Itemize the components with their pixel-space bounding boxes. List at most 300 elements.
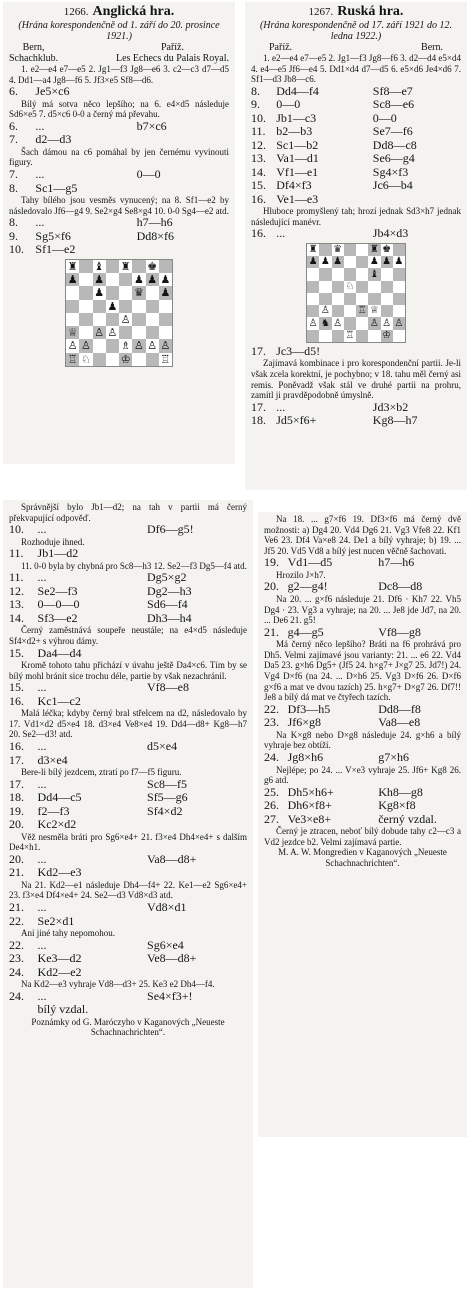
board-square bbox=[93, 326, 106, 339]
board-square bbox=[79, 339, 92, 352]
board-square bbox=[381, 330, 393, 342]
board-square bbox=[119, 260, 132, 273]
move-row bbox=[9, 818, 247, 832]
game-result bbox=[9, 1003, 247, 1017]
board-square bbox=[79, 353, 92, 366]
white-pawn-icon: ♙ bbox=[394, 317, 404, 329]
white-move: Jb1—d2 bbox=[37, 546, 79, 561]
white-move: Sg5×f6 bbox=[35, 228, 71, 243]
board-square bbox=[119, 300, 132, 313]
black-move bbox=[373, 193, 461, 207]
black-king-icon: ♚ bbox=[382, 244, 392, 256]
annotation: Má černý něco lepšího? Bráti na f6 prohrává pro Dh5. Velmi zajímavé jsou varianty: 21. ... e6 22. Vd4 Da5 23. g×h6 Dg5+ (Jf5 24. h×g7+ J×g7 25. Jd7!) 24. Vg4 D×f6 (na 24. ... D×h6 25. Vg3 D×f6 26. D×f6 g×f6 a mat ve dvou tazích) 25. h×g7+ D×g7 26. Df7!! Je8 a bílý dá mat ve čtyřech tazích. bbox=[264, 639, 461, 703]
black-move: 0—0 bbox=[372, 110, 397, 125]
black-king-icon: ♚ bbox=[147, 259, 158, 273]
move-list bbox=[264, 786, 461, 827]
black-pawn-icon: ♟ bbox=[160, 286, 171, 300]
move-list bbox=[9, 547, 247, 561]
white-move: Va1—d1 bbox=[276, 151, 319, 166]
move-row bbox=[264, 813, 461, 827]
move-number: 9. bbox=[9, 228, 18, 243]
annotation: Správnější bylo Jb1—d2; na tah v partii má černý překvapující odpověď. bbox=[9, 502, 247, 523]
board-square bbox=[356, 293, 368, 305]
white-move: Jf6×g8 bbox=[287, 715, 322, 730]
game-subtitle: (Hrána korespondenčně od 1. září do 20. prosince 1921.) bbox=[18, 20, 220, 42]
black-rook-icon: ♜ bbox=[67, 259, 78, 273]
move-row bbox=[9, 523, 247, 537]
board-square bbox=[66, 339, 79, 352]
move-row bbox=[251, 98, 461, 112]
board-square bbox=[381, 244, 393, 256]
move-row bbox=[9, 243, 229, 257]
move-number: 13. bbox=[251, 151, 266, 166]
board-square bbox=[332, 330, 344, 342]
move-number: 6. bbox=[9, 118, 18, 133]
board-square bbox=[66, 273, 79, 286]
board-square bbox=[159, 260, 172, 273]
board-square bbox=[119, 353, 132, 366]
annotation: Tahy bílého jsou vesměs vynucený; na 8. Sf1—e2 by následovalo Jf6—g4 9. Se2×g4 Se8×g4 10. 0-0 Sg4—e2 atd. bbox=[9, 195, 229, 216]
white-move: Vf1—e1 bbox=[276, 164, 319, 179]
black-pawn-icon: ♟ bbox=[369, 256, 379, 268]
move-list bbox=[9, 523, 247, 537]
white-queen-icon: ♕ bbox=[369, 305, 379, 317]
white-queen-icon: ♕ bbox=[67, 326, 78, 340]
black-pawn-icon: ♟ bbox=[94, 286, 105, 300]
board-square bbox=[159, 273, 172, 286]
black-move: Sg6×e4 bbox=[147, 937, 184, 952]
white-move: ... bbox=[37, 680, 47, 695]
move-number: 17. bbox=[251, 343, 266, 358]
move-row bbox=[9, 990, 247, 1004]
game-number: 1267. bbox=[308, 6, 334, 18]
move-row bbox=[251, 193, 461, 207]
board-square bbox=[381, 268, 393, 280]
move-row bbox=[251, 166, 461, 180]
board-square bbox=[159, 313, 172, 326]
board-square bbox=[106, 313, 119, 326]
white-move: Sc1—b2 bbox=[276, 137, 319, 152]
board-square bbox=[368, 256, 380, 268]
move-row bbox=[251, 85, 461, 99]
board-square bbox=[381, 305, 393, 317]
board-square bbox=[344, 305, 356, 317]
black-pawn-icon: ♟ bbox=[382, 256, 392, 268]
board-square bbox=[93, 286, 106, 299]
move-number: 16. bbox=[9, 739, 24, 754]
board-square bbox=[106, 326, 119, 339]
white-move: Kc1—c2 bbox=[37, 693, 81, 708]
white-move: Dd4—f4 bbox=[276, 83, 319, 98]
board-square bbox=[368, 244, 380, 256]
white-move: Sf3—e2 bbox=[37, 610, 78, 625]
board-square bbox=[368, 293, 380, 305]
board-square bbox=[93, 273, 106, 286]
move-number: 13. bbox=[9, 597, 24, 612]
white-rook-icon: ♖ bbox=[357, 305, 367, 317]
move-number: 21. bbox=[9, 865, 24, 880]
board-square bbox=[79, 313, 92, 326]
annotation: Šach dámou na c6 pomáhal by jen černému vyvinouti figury. bbox=[9, 146, 229, 168]
white-knight-icon: ♘ bbox=[345, 280, 355, 292]
move-number: 16. bbox=[251, 191, 266, 206]
white-move: Se2×d1 bbox=[37, 913, 75, 928]
board-square bbox=[146, 339, 159, 352]
annotation: Nejlépe; po 24. ... V×e3 vyhraje 25. Jf6+ Kg8 26. g6 atd. bbox=[264, 764, 461, 786]
annotation: Na K×g8 nebo D×g8 následuje 24. g×h6 a bílý vyhraje bez obtíží. bbox=[264, 729, 461, 751]
black-move bbox=[147, 818, 247, 832]
board-square bbox=[146, 326, 159, 339]
white-pawn-icon: ♙ bbox=[147, 339, 158, 353]
black-move: Jd3×b2 bbox=[372, 399, 409, 414]
board-square bbox=[332, 256, 344, 268]
move-number: 11. bbox=[9, 546, 24, 561]
board-square bbox=[344, 330, 356, 342]
white-pawn-icon: ♙ bbox=[369, 317, 379, 329]
white-move: f2—f3 bbox=[37, 803, 70, 818]
white-move: ... bbox=[37, 900, 47, 914]
move-list bbox=[9, 216, 229, 257]
white-knight-icon: ♘ bbox=[80, 352, 91, 366]
move-row bbox=[9, 85, 229, 99]
players-row bbox=[9, 42, 229, 64]
annotation: Na 20. ... g×f6 následuje 21. Df6 · Kh7 22. Vh5 Dg4 · 23. Vg3 a vyhraje; na 20. ... Je8 jde Jd7, na 20. ... De6 21. g5! bbox=[264, 593, 461, 626]
move-number: 18. bbox=[9, 790, 24, 805]
black-move: Dg2—h3 bbox=[147, 583, 192, 598]
move-number: 7. bbox=[9, 167, 18, 182]
board-square bbox=[307, 244, 319, 256]
move-number: 7. bbox=[9, 132, 18, 147]
black-move: 0—0 bbox=[136, 167, 161, 182]
black-pawn-icon: ♟ bbox=[147, 273, 158, 287]
black-move: Dg5×g2 bbox=[147, 570, 187, 585]
black-rook-icon: ♜ bbox=[369, 244, 379, 256]
board-square bbox=[106, 286, 119, 299]
board-square bbox=[319, 244, 331, 256]
white-move: Kd2—e2 bbox=[37, 964, 82, 979]
white-move: Dd4—c5 bbox=[37, 790, 82, 805]
board-square bbox=[66, 286, 79, 299]
black-move bbox=[137, 243, 229, 257]
black-move: Vf8—e8 bbox=[147, 680, 190, 695]
black-pawn-icon: ♟ bbox=[107, 299, 118, 313]
move-number: 16. bbox=[9, 693, 24, 708]
black-pawn-icon: ♟ bbox=[160, 273, 171, 287]
board-square bbox=[344, 281, 356, 293]
white-move: Vd1—d5 bbox=[287, 555, 333, 570]
move-row bbox=[9, 754, 247, 768]
result-text: bílý vzdal. bbox=[37, 1002, 89, 1017]
board-square bbox=[132, 326, 145, 339]
move-list bbox=[264, 703, 461, 730]
white-pawn-icon: ♙ bbox=[120, 312, 131, 326]
move-row bbox=[9, 695, 247, 709]
black-pawn-icon: ♟ bbox=[94, 273, 105, 287]
black-move: Dd8—f8 bbox=[378, 701, 421, 716]
black-move: Sf4×d2 bbox=[147, 803, 183, 818]
board-square bbox=[319, 256, 331, 268]
board-square bbox=[132, 286, 145, 299]
move-number: 10. bbox=[9, 242, 24, 257]
black-bishop-icon: ♝ bbox=[369, 268, 379, 280]
board-square bbox=[381, 317, 393, 329]
annotation: Bere-li bílý jezdcem, ztratí po f7—f5 figuru. bbox=[21, 767, 182, 778]
white-move: Sf1—e2 bbox=[35, 242, 76, 257]
move-list bbox=[9, 939, 247, 980]
white-move: ... bbox=[276, 226, 286, 241]
board-square bbox=[159, 339, 172, 352]
board-square bbox=[106, 273, 119, 286]
board-square bbox=[66, 260, 79, 273]
move-list bbox=[9, 990, 247, 1004]
white-move: ... bbox=[37, 988, 47, 1003]
board-square bbox=[307, 256, 319, 268]
move-number: 8. bbox=[9, 180, 18, 195]
black-move: Sg4×f3 bbox=[372, 164, 409, 179]
move-number: 8. bbox=[9, 215, 18, 230]
black-move: Ve8—d8+ bbox=[147, 951, 197, 966]
white-move: Kd2—e3 bbox=[37, 865, 82, 880]
move-row bbox=[9, 598, 247, 612]
white-move: g4—g5 bbox=[287, 624, 324, 639]
board-square bbox=[106, 260, 119, 273]
board-square bbox=[132, 313, 145, 326]
board-square bbox=[393, 256, 405, 268]
black-move: Dd8×f6 bbox=[136, 228, 175, 243]
board-square bbox=[393, 330, 405, 342]
move-row bbox=[264, 786, 461, 800]
black-move bbox=[147, 547, 247, 561]
black-move: Sf5—g6 bbox=[147, 790, 188, 805]
board-square bbox=[393, 305, 405, 317]
move-number: 10. bbox=[9, 522, 24, 537]
move-list bbox=[251, 85, 461, 207]
board-square bbox=[307, 293, 319, 305]
move-row bbox=[9, 681, 247, 695]
move-number: 23. bbox=[264, 715, 279, 730]
board-square bbox=[332, 281, 344, 293]
move-number: 14. bbox=[251, 164, 266, 179]
move-row bbox=[9, 571, 247, 585]
move-number: 17. bbox=[9, 776, 24, 791]
move-row bbox=[264, 580, 461, 594]
black-pawn-icon: ♟ bbox=[333, 256, 343, 268]
board-square bbox=[132, 260, 145, 273]
annotation: Na 18. ... g7×f6 19. Df3×f6 má černý dvě možnosti: a) Dg4 20. Vd4 Dg6 21. Vg3 Vfe8 22. Kf1 Ve6 23. Df4 Va×e8 24. De1 a bílý vyhraje; b) 19. ... Jf5 20. Vd5 Vd8 a bílý jest nucen věčně šachovati. bbox=[264, 514, 461, 556]
move-number: 25. bbox=[264, 784, 279, 799]
move-number: 24. bbox=[9, 988, 24, 1003]
board-square bbox=[393, 244, 405, 256]
board-square bbox=[66, 300, 79, 313]
black-move: Sc8—e6 bbox=[372, 97, 415, 112]
white-bishop-icon: ♗ bbox=[120, 339, 131, 353]
black-pawn-icon: ♟ bbox=[133, 273, 144, 287]
move-row bbox=[9, 182, 229, 196]
move-list bbox=[251, 401, 461, 428]
black-move bbox=[147, 695, 247, 709]
board-square bbox=[332, 293, 344, 305]
black-move: Se7—f6 bbox=[372, 124, 413, 139]
board-square bbox=[132, 339, 145, 352]
white-move: ... bbox=[35, 118, 45, 133]
game-1267-continuation bbox=[258, 512, 467, 1137]
move-number: 26. bbox=[264, 798, 279, 813]
black-move: Sd6—f4 bbox=[147, 597, 188, 612]
opening-moves: 1. e2—e4 e7—e5 2. Jg1—f3 Jg8—f6 3. d2—d4 e5×d4 4. e4—e5 Jf6—e4 5. Dd1×d4 d7—d5 6. e5×d6 Je4×d6 7. Sf1—d3 Jb8—c6. bbox=[251, 53, 461, 85]
board-square bbox=[381, 281, 393, 293]
black-rook-icon: ♜ bbox=[308, 244, 318, 256]
board-square bbox=[79, 260, 92, 273]
white-move: 0—0—0 bbox=[37, 597, 80, 612]
white-move: Ve1—e3 bbox=[276, 191, 319, 206]
move-number: 11. bbox=[9, 570, 24, 585]
board-square bbox=[106, 300, 119, 313]
board-square bbox=[319, 293, 331, 305]
white-rook-icon: ♖ bbox=[67, 352, 78, 366]
white-move: g2—g4! bbox=[287, 579, 328, 594]
board-square bbox=[332, 268, 344, 280]
black-move: d5×e4 bbox=[147, 739, 178, 754]
move-row bbox=[264, 716, 461, 730]
white-move: ... bbox=[276, 399, 286, 414]
board-square bbox=[132, 353, 145, 366]
board-square bbox=[332, 305, 344, 317]
black-pawn-icon: ♟ bbox=[67, 273, 78, 287]
black-pawn-icon: ♟ bbox=[394, 256, 404, 268]
white-move: d2—d3 bbox=[35, 132, 72, 147]
move-row bbox=[9, 585, 247, 599]
move-list bbox=[9, 647, 247, 661]
move-row bbox=[264, 751, 461, 765]
black-club: Bern. bbox=[421, 42, 443, 53]
annotation: Zajímavá kombinace i pro korespondenční partii. Je-li však zcela korektní, je pochybno; v 18. tahu měl černý asi remis. Poněvadž však stál ve druhé partii na prohru, zamítl ji pravděpodobně úmyslně. bbox=[251, 358, 461, 401]
board-square bbox=[307, 330, 319, 342]
black-move bbox=[147, 754, 247, 768]
move-list bbox=[9, 168, 229, 195]
black-move: černý vzdal. bbox=[378, 811, 437, 826]
board-square bbox=[368, 268, 380, 280]
game-1266-continuation bbox=[3, 500, 253, 1288]
chess-diagram bbox=[306, 243, 406, 343]
white-pawn-icon: ♙ bbox=[94, 326, 105, 340]
black-move: Df6—g5! bbox=[147, 522, 194, 537]
black-move: Se6—g4 bbox=[372, 151, 415, 166]
move-number: 12. bbox=[251, 137, 266, 152]
board-square bbox=[393, 293, 405, 305]
move-row bbox=[9, 966, 247, 980]
board-square bbox=[393, 317, 405, 329]
black-move bbox=[147, 647, 247, 661]
black-move: Jb4×d3 bbox=[372, 226, 409, 241]
move-row bbox=[9, 120, 229, 134]
game-title bbox=[9, 4, 229, 20]
move-row bbox=[9, 853, 247, 867]
black-move bbox=[137, 182, 229, 196]
board-square bbox=[307, 305, 319, 317]
white-pawn-icon: ♙ bbox=[160, 339, 171, 353]
board-square bbox=[106, 353, 119, 366]
board-square bbox=[356, 268, 368, 280]
move-number: 20. bbox=[9, 817, 24, 832]
black-move: Kh8—g8 bbox=[378, 784, 423, 799]
move-row bbox=[251, 227, 461, 241]
move-number: 21. bbox=[264, 624, 279, 639]
board-square bbox=[146, 313, 159, 326]
board-square bbox=[319, 330, 331, 342]
white-king-icon: ♔ bbox=[120, 352, 131, 366]
move-number: 9. bbox=[251, 97, 260, 112]
black-move: Vd8×d1 bbox=[147, 900, 187, 914]
move-row bbox=[251, 152, 461, 166]
board-square bbox=[356, 281, 368, 293]
white-move: ... bbox=[37, 851, 47, 866]
board-square bbox=[119, 313, 132, 326]
move-number: 15. bbox=[9, 680, 24, 695]
move-number: 17. bbox=[9, 752, 24, 767]
move-row bbox=[9, 791, 247, 805]
white-club: Paříž. bbox=[269, 42, 293, 53]
black-move: g7×h6 bbox=[378, 750, 410, 764]
board-square bbox=[368, 317, 380, 329]
white-pawn-icon: ♙ bbox=[308, 317, 318, 329]
black-knight-icon: ♞ bbox=[320, 317, 330, 329]
white-move: Dh6×f8+ bbox=[287, 798, 332, 813]
board-square bbox=[79, 286, 92, 299]
white-pawn-icon: ♙ bbox=[133, 339, 144, 353]
board-square bbox=[146, 273, 159, 286]
white-pawn-icon: ♙ bbox=[382, 317, 392, 329]
move-number: 10. bbox=[251, 110, 266, 125]
move-row bbox=[9, 805, 247, 819]
board-square bbox=[356, 317, 368, 329]
chess-diagram bbox=[65, 259, 173, 367]
black-move bbox=[137, 85, 229, 99]
board-square bbox=[381, 293, 393, 305]
white-move: Ke3—d2 bbox=[37, 951, 82, 966]
annotation: 11. 0-0 byla by chybná pro Sc8—h3 12. Se2—f3 Dg5—f4 atd. bbox=[21, 560, 247, 571]
white-move: ... bbox=[35, 167, 45, 182]
black-move bbox=[373, 345, 461, 359]
black-move bbox=[147, 866, 247, 880]
move-row bbox=[264, 626, 461, 640]
annotation: Kromě tohoto tahu přichází v úvahu ještě Da4×c6. Tím by se bílý mohl bránit sice trochu déle, partie by však nezachránil. bbox=[9, 660, 247, 681]
game-subtitle: (Hrána korespondenčně od 17. září 1921 do 12. ledna 1922.) bbox=[259, 20, 453, 42]
white-move: ... bbox=[37, 937, 47, 952]
white-move: Jb1—c3 bbox=[276, 110, 317, 125]
move-number: 24. bbox=[9, 964, 24, 979]
black-move bbox=[147, 966, 247, 980]
move-row bbox=[251, 139, 461, 153]
black-move: Kg8×f8 bbox=[378, 798, 416, 813]
board-square bbox=[344, 317, 356, 329]
board-square bbox=[393, 281, 405, 293]
move-list bbox=[264, 626, 461, 640]
board-square bbox=[356, 256, 368, 268]
black-club: Paříž. Les Echecs du Palais Royal. bbox=[115, 42, 229, 64]
move-list bbox=[9, 901, 247, 928]
move-number: 20. bbox=[264, 579, 279, 594]
move-number: 15. bbox=[251, 178, 266, 193]
annotation: Rozhoduje ihned. bbox=[21, 536, 85, 547]
board-square bbox=[132, 273, 145, 286]
move-number: 18. bbox=[251, 413, 266, 428]
white-pawn-icon: ♙ bbox=[333, 317, 343, 329]
annotation: Černý je ztracen, neboť bílý dobude tahy c2—c3 a Vd2 jezdce b2. Velmi zajímavá partie. bbox=[264, 826, 461, 847]
white-move: Jc3—d5! bbox=[276, 343, 321, 358]
board-square bbox=[159, 300, 172, 313]
move-row bbox=[9, 740, 247, 754]
board-square bbox=[159, 353, 172, 366]
